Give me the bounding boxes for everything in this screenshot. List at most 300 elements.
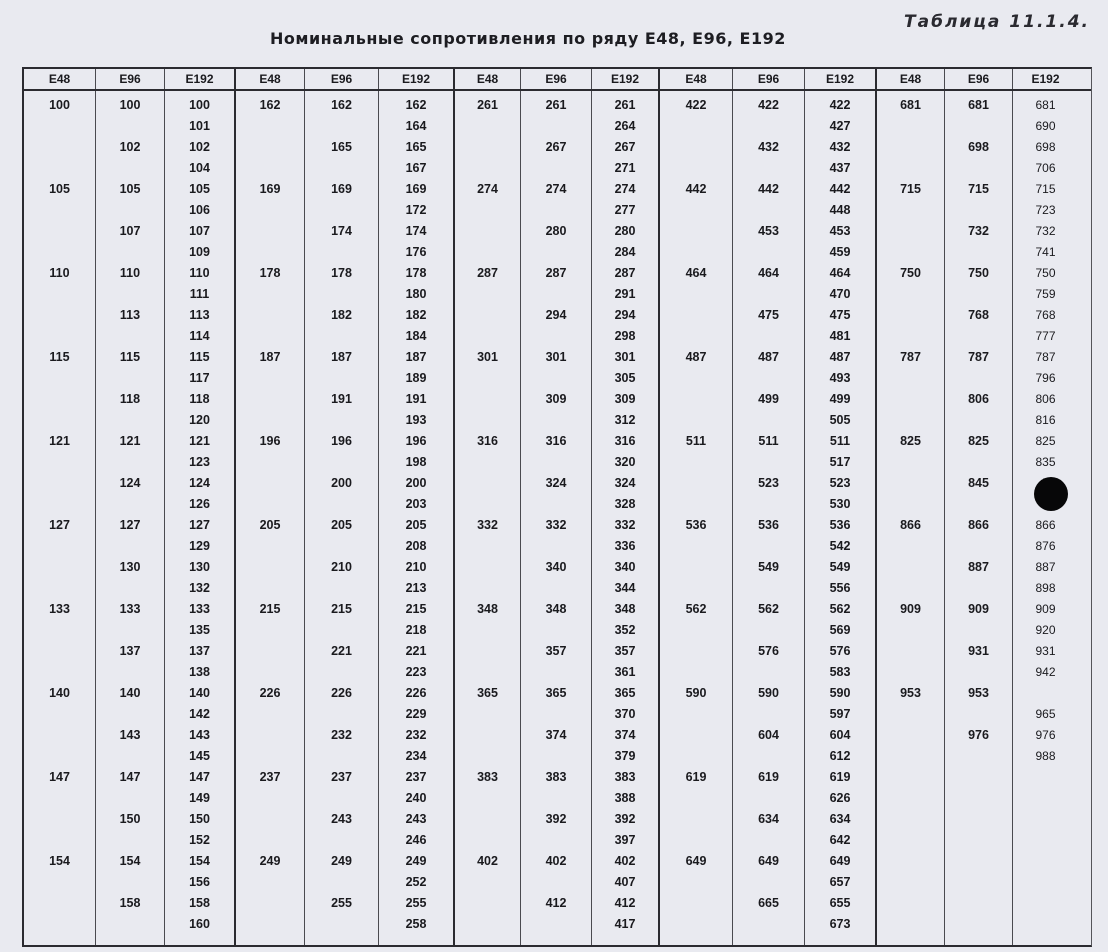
table-cell — [24, 809, 95, 830]
table-cell: 612 — [829, 749, 851, 763]
table-cell: 137 — [189, 644, 210, 658]
table-cell: 392 — [545, 812, 567, 826]
table-cell: 604 — [758, 728, 779, 742]
column-e192-group-1 — [165, 91, 236, 945]
table-cell: 145 — [189, 749, 210, 763]
table-cell — [945, 872, 1012, 893]
table-cell: 619 — [758, 770, 779, 784]
table-cell: 806 — [1035, 392, 1056, 406]
table-cell — [236, 410, 304, 431]
table-cell — [877, 872, 944, 893]
table-cell — [877, 200, 944, 221]
table-cell — [24, 158, 95, 179]
table-cell: 845 — [968, 476, 989, 490]
table-cell: 876 — [1035, 539, 1056, 553]
table-cell — [24, 284, 95, 305]
table-cell — [236, 578, 304, 599]
table-cell — [945, 830, 1012, 851]
table-cell: 412 — [614, 896, 636, 910]
table-cell: 681 — [968, 98, 989, 112]
table-cell — [236, 872, 304, 893]
table-cell: 169 — [331, 182, 352, 196]
table-cell: 167 — [405, 161, 427, 175]
table-cell — [96, 494, 164, 515]
table-cell — [1013, 767, 1078, 788]
table-cell — [877, 578, 944, 599]
table-cell — [96, 116, 164, 137]
table-cell: 825 — [900, 434, 921, 448]
table-cell: 142 — [189, 707, 210, 721]
table-cell — [24, 116, 95, 137]
table-cell: 619 — [685, 770, 707, 784]
table-cell — [24, 725, 95, 746]
table-cell — [236, 284, 304, 305]
table-cell — [1013, 809, 1078, 830]
table-cell: 357 — [545, 644, 567, 658]
table-cell: 215 — [331, 602, 352, 616]
table-cell — [660, 326, 732, 347]
table-cell — [455, 389, 520, 410]
table-cell — [945, 284, 1012, 305]
table-cell: 102 — [189, 140, 210, 154]
table-cell — [660, 242, 732, 263]
table-cell — [660, 620, 732, 641]
table-cell: 294 — [614, 308, 636, 322]
table-cell: 178 — [331, 266, 352, 280]
table-cell: 143 — [119, 728, 141, 742]
table-cell: 237 — [405, 770, 427, 784]
table-cell: 953 — [968, 686, 989, 700]
table-cell: 301 — [477, 350, 498, 364]
table-cell: 127 — [119, 518, 141, 532]
table-cell: 750 — [1035, 266, 1056, 280]
table-cell: 536 — [758, 518, 779, 532]
table-cell: 121 — [119, 434, 141, 448]
table-cell: 162 — [331, 98, 352, 112]
column-header-e48-group-3: E48 — [455, 69, 521, 89]
table-cell — [455, 809, 520, 830]
table-cell — [660, 452, 732, 473]
table-cell — [660, 410, 732, 431]
table-cell: 172 — [405, 203, 427, 217]
table-cell: 191 — [405, 392, 427, 406]
table-cell — [521, 872, 591, 893]
table-cell: 750 — [968, 266, 989, 280]
table-cell: 475 — [758, 308, 779, 322]
table-cell: 336 — [614, 539, 636, 553]
table-cell: 203 — [405, 497, 427, 511]
table-cell — [305, 620, 378, 641]
table-cell: 505 — [829, 413, 851, 427]
table-cell — [236, 389, 304, 410]
table-cell — [945, 914, 1012, 935]
table-cell — [877, 116, 944, 137]
table-cell — [96, 410, 164, 431]
table-cell: 698 — [1035, 140, 1056, 154]
table-cell — [455, 200, 520, 221]
table-cell — [236, 452, 304, 473]
table-cell — [96, 746, 164, 767]
table-cell: 517 — [829, 455, 851, 469]
table-cell: 402 — [545, 854, 567, 868]
table-cell: 280 — [545, 224, 567, 238]
table-cell: 715 — [900, 182, 921, 196]
table-cell: 942 — [1035, 665, 1056, 679]
table-cell: 208 — [405, 539, 427, 553]
table-cell — [660, 872, 732, 893]
table-cell: 909 — [1035, 602, 1056, 616]
table-cell: 931 — [968, 644, 989, 658]
table-cell: 152 — [189, 833, 210, 847]
table-cell: 287 — [477, 266, 498, 280]
table-cell: 115 — [189, 350, 210, 364]
table-cell — [877, 494, 944, 515]
table-cell: 213 — [405, 581, 427, 595]
column-header-e48-group-2: E48 — [236, 69, 305, 89]
table-cell — [24, 452, 95, 473]
table-cell — [1013, 683, 1078, 704]
table-cell — [305, 368, 378, 389]
table-cell — [455, 662, 520, 683]
table-cell: 198 — [405, 455, 427, 469]
table-cell: 261 — [545, 98, 567, 112]
table-cell — [733, 200, 804, 221]
table-cell: 232 — [405, 728, 427, 742]
table-cell: 348 — [614, 602, 636, 616]
table-cell: 105 — [49, 182, 70, 196]
table-cell — [96, 872, 164, 893]
table-cell: 741 — [1035, 245, 1056, 259]
table-cell: 723 — [1035, 203, 1056, 217]
column-header-e48-group-1: E48 — [24, 69, 96, 89]
table-cell — [660, 473, 732, 494]
column-e48-group-3 — [455, 91, 521, 945]
table-cell — [945, 851, 1012, 872]
table-cell: 787 — [900, 350, 921, 364]
table-cell — [877, 368, 944, 389]
table-cell: 556 — [829, 581, 851, 595]
table-cell: 252 — [405, 875, 427, 889]
table-cell — [96, 452, 164, 473]
column-e96-group-3 — [521, 91, 592, 945]
table-cell — [305, 578, 378, 599]
table-cell — [236, 494, 304, 515]
table-cell — [521, 830, 591, 851]
table-cell — [455, 410, 520, 431]
table-cell — [660, 158, 732, 179]
table-cell — [877, 221, 944, 242]
table-cell — [521, 536, 591, 557]
table-cell: 657 — [829, 875, 851, 889]
table-cell — [660, 494, 732, 515]
table-cell — [305, 284, 378, 305]
table-cell: 499 — [829, 392, 851, 406]
table-cell: 130 — [119, 560, 141, 574]
table-cell: 102 — [119, 140, 141, 154]
table-cell — [305, 662, 378, 683]
table-cell — [236, 368, 304, 389]
table-cell: 274 — [545, 182, 567, 196]
table-cell: 176 — [405, 245, 427, 259]
table-cell: 590 — [829, 686, 851, 700]
table-cell — [455, 914, 520, 935]
table-cell: 442 — [758, 182, 779, 196]
table-cell: 205 — [405, 518, 427, 532]
table-cell: 196 — [405, 434, 427, 448]
table-cell: 240 — [405, 791, 427, 805]
table-cell: 976 — [968, 728, 989, 742]
table-cell: 110 — [49, 266, 70, 280]
table-cell — [455, 788, 520, 809]
table-cell: 243 — [331, 812, 352, 826]
table-cell: 226 — [331, 686, 352, 700]
table-cell — [96, 914, 164, 935]
table-cell: 165 — [405, 140, 427, 154]
table-cell: 698 — [968, 140, 989, 154]
table-cell: 130 — [189, 560, 210, 574]
table-cell: 332 — [477, 518, 498, 532]
table-cell — [733, 158, 804, 179]
table-cell: 562 — [758, 602, 779, 616]
table-cell: 165 — [331, 140, 352, 154]
table-cell: 158 — [189, 896, 210, 910]
table-cell — [877, 851, 944, 872]
table-cell: 590 — [685, 686, 707, 700]
table-cell — [877, 725, 944, 746]
column-header-e192-group-4: E192 — [805, 69, 877, 89]
table-cell — [660, 662, 732, 683]
table-cell: 189 — [405, 371, 427, 385]
table-cell — [24, 536, 95, 557]
table-cell — [236, 620, 304, 641]
table-cell: 320 — [614, 455, 636, 469]
table-cell — [733, 284, 804, 305]
table-cell: 324 — [545, 476, 567, 490]
table-cell: 887 — [1035, 560, 1056, 574]
table-cell: 352 — [614, 623, 636, 637]
table-cell — [24, 200, 95, 221]
table-cell: 402 — [477, 854, 498, 868]
table-cell: 138 — [189, 665, 210, 679]
table-cell — [24, 641, 95, 662]
table-cell: 348 — [477, 602, 498, 616]
table-cell — [733, 326, 804, 347]
table-cell: 442 — [685, 182, 707, 196]
table-cell: 243 — [405, 812, 427, 826]
table-cell: 249 — [331, 854, 352, 868]
table-cell — [455, 368, 520, 389]
table-cell — [733, 116, 804, 137]
table-cell: 340 — [614, 560, 636, 574]
table-cell: 154 — [119, 854, 141, 868]
table-cell: 388 — [614, 791, 636, 805]
column-e96-group-2 — [305, 91, 379, 945]
table-cell — [24, 473, 95, 494]
table-cell: 835 — [1035, 455, 1056, 469]
table-cell: 147 — [119, 770, 141, 784]
table-cell: 267 — [614, 140, 636, 154]
table-cell — [877, 137, 944, 158]
table-cell: 100 — [49, 98, 70, 112]
table-cell — [305, 452, 378, 473]
column-e48-group-2 — [236, 91, 305, 945]
table-cell: 437 — [829, 161, 851, 175]
table-cell — [24, 788, 95, 809]
table-cell — [877, 914, 944, 935]
table-cell — [455, 326, 520, 347]
table-cell — [24, 242, 95, 263]
table-cell: 768 — [1035, 308, 1056, 322]
table-cell — [455, 620, 520, 641]
table-cell — [455, 746, 520, 767]
table-cell: 634 — [829, 812, 851, 826]
table-cell — [877, 284, 944, 305]
table-cell: 422 — [758, 98, 779, 112]
table-cell — [660, 914, 732, 935]
table-cell — [877, 326, 944, 347]
table-cell: 453 — [829, 224, 851, 238]
table-cell — [521, 116, 591, 137]
table-cell — [521, 452, 591, 473]
table-cell: 340 — [545, 560, 567, 574]
table-cell — [24, 620, 95, 641]
table-cell: 182 — [405, 308, 427, 322]
table-cell — [305, 746, 378, 767]
table-cell — [305, 158, 378, 179]
table-cell — [660, 536, 732, 557]
table-cell — [660, 305, 732, 326]
table-cell: 187 — [405, 350, 427, 364]
table-cell — [24, 914, 95, 935]
column-header-e192-group-3: E192 — [592, 69, 660, 89]
table-cell: 422 — [829, 98, 851, 112]
table-cell: 121 — [49, 434, 70, 448]
table-cell: 223 — [405, 665, 427, 679]
table-cell — [660, 368, 732, 389]
table-cell: 549 — [829, 560, 851, 574]
table-cell: 442 — [829, 182, 851, 196]
table-cell: 542 — [829, 539, 851, 553]
table-cell: 777 — [1035, 329, 1056, 343]
table-cell: 111 — [189, 287, 210, 301]
table-cell — [455, 452, 520, 473]
table-cell — [236, 830, 304, 851]
page-title: Номинальные сопротивления по ряду Е48, Е96, Е192 — [270, 29, 786, 48]
table-cell: 806 — [968, 392, 989, 406]
table-cell — [660, 116, 732, 137]
table-cell: 294 — [545, 308, 567, 322]
table-cell — [660, 641, 732, 662]
table-cell — [945, 494, 1012, 515]
table-cell: 370 — [614, 707, 636, 721]
table-cell — [455, 641, 520, 662]
table-cell: 100 — [189, 98, 210, 112]
table-cell: 379 — [614, 749, 636, 763]
column-e48-group-4 — [660, 91, 733, 945]
table-cell — [521, 410, 591, 431]
table-cell: 365 — [545, 686, 567, 700]
table-cell: 487 — [829, 350, 851, 364]
table-cell: 110 — [189, 266, 210, 280]
table-cell — [945, 326, 1012, 347]
table-cell — [733, 620, 804, 641]
table-cell: 953 — [900, 686, 921, 700]
table-cell: 105 — [189, 182, 210, 196]
table-cell — [236, 893, 304, 914]
table-cell: 215 — [405, 602, 427, 616]
table-cell: 562 — [829, 602, 851, 616]
table-cell — [24, 389, 95, 410]
table-cell: 162 — [405, 98, 427, 112]
table-cell — [305, 242, 378, 263]
table-cell: 150 — [119, 812, 141, 826]
table-cell — [733, 494, 804, 515]
table-cell: 459 — [829, 245, 851, 259]
table-cell — [236, 326, 304, 347]
table-cell — [733, 242, 804, 263]
table-cell: 232 — [331, 728, 352, 742]
table-cell: 109 — [189, 245, 210, 259]
table-cell — [877, 704, 944, 725]
table-cell: 750 — [900, 266, 921, 280]
table-cell: 205 — [331, 518, 352, 532]
table-cell: 137 — [119, 644, 141, 658]
table-cell: 184 — [405, 329, 427, 343]
table-cell — [455, 158, 520, 179]
table-cell: 249 — [259, 854, 281, 868]
table-cell: 274 — [477, 182, 498, 196]
column-header-e48-group-4: E48 — [660, 69, 733, 89]
table-cell — [1013, 893, 1078, 914]
table-cell — [236, 116, 304, 137]
table-cell: 210 — [331, 560, 352, 574]
table-cell — [24, 137, 95, 158]
resistance-table — [22, 67, 1092, 947]
table-cell — [660, 746, 732, 767]
table-cell — [455, 284, 520, 305]
table-cell — [877, 746, 944, 767]
table-cell: 162 — [259, 98, 281, 112]
table-cell: 383 — [545, 770, 567, 784]
table-cell: 715 — [968, 182, 989, 196]
table-cell — [521, 704, 591, 725]
column-e48-group-1 — [24, 91, 96, 945]
table-cell — [660, 725, 732, 746]
table-cell: 383 — [614, 770, 636, 784]
table-cell: 626 — [829, 791, 851, 805]
table-cell: 732 — [1035, 224, 1056, 238]
table-cell: 267 — [545, 140, 567, 154]
table-cell — [521, 746, 591, 767]
table-cell: 357 — [614, 644, 636, 658]
table-cell — [877, 452, 944, 473]
table-cell: 121 — [189, 434, 210, 448]
table-cell: 796 — [1035, 371, 1056, 385]
table-cell — [236, 557, 304, 578]
table-cell: 374 — [545, 728, 567, 742]
table-cell — [96, 830, 164, 851]
table-cell: 287 — [545, 266, 567, 280]
table-cell: 124 — [189, 476, 210, 490]
table-cell: 642 — [829, 833, 851, 847]
table-cell: 196 — [259, 434, 281, 448]
table-cell: 706 — [1035, 161, 1056, 175]
table-cell: 287 — [614, 266, 636, 280]
column-e192-group-2 — [379, 91, 455, 945]
table-cell: 264 — [614, 119, 636, 133]
table-cell — [305, 200, 378, 221]
table-cell — [24, 368, 95, 389]
